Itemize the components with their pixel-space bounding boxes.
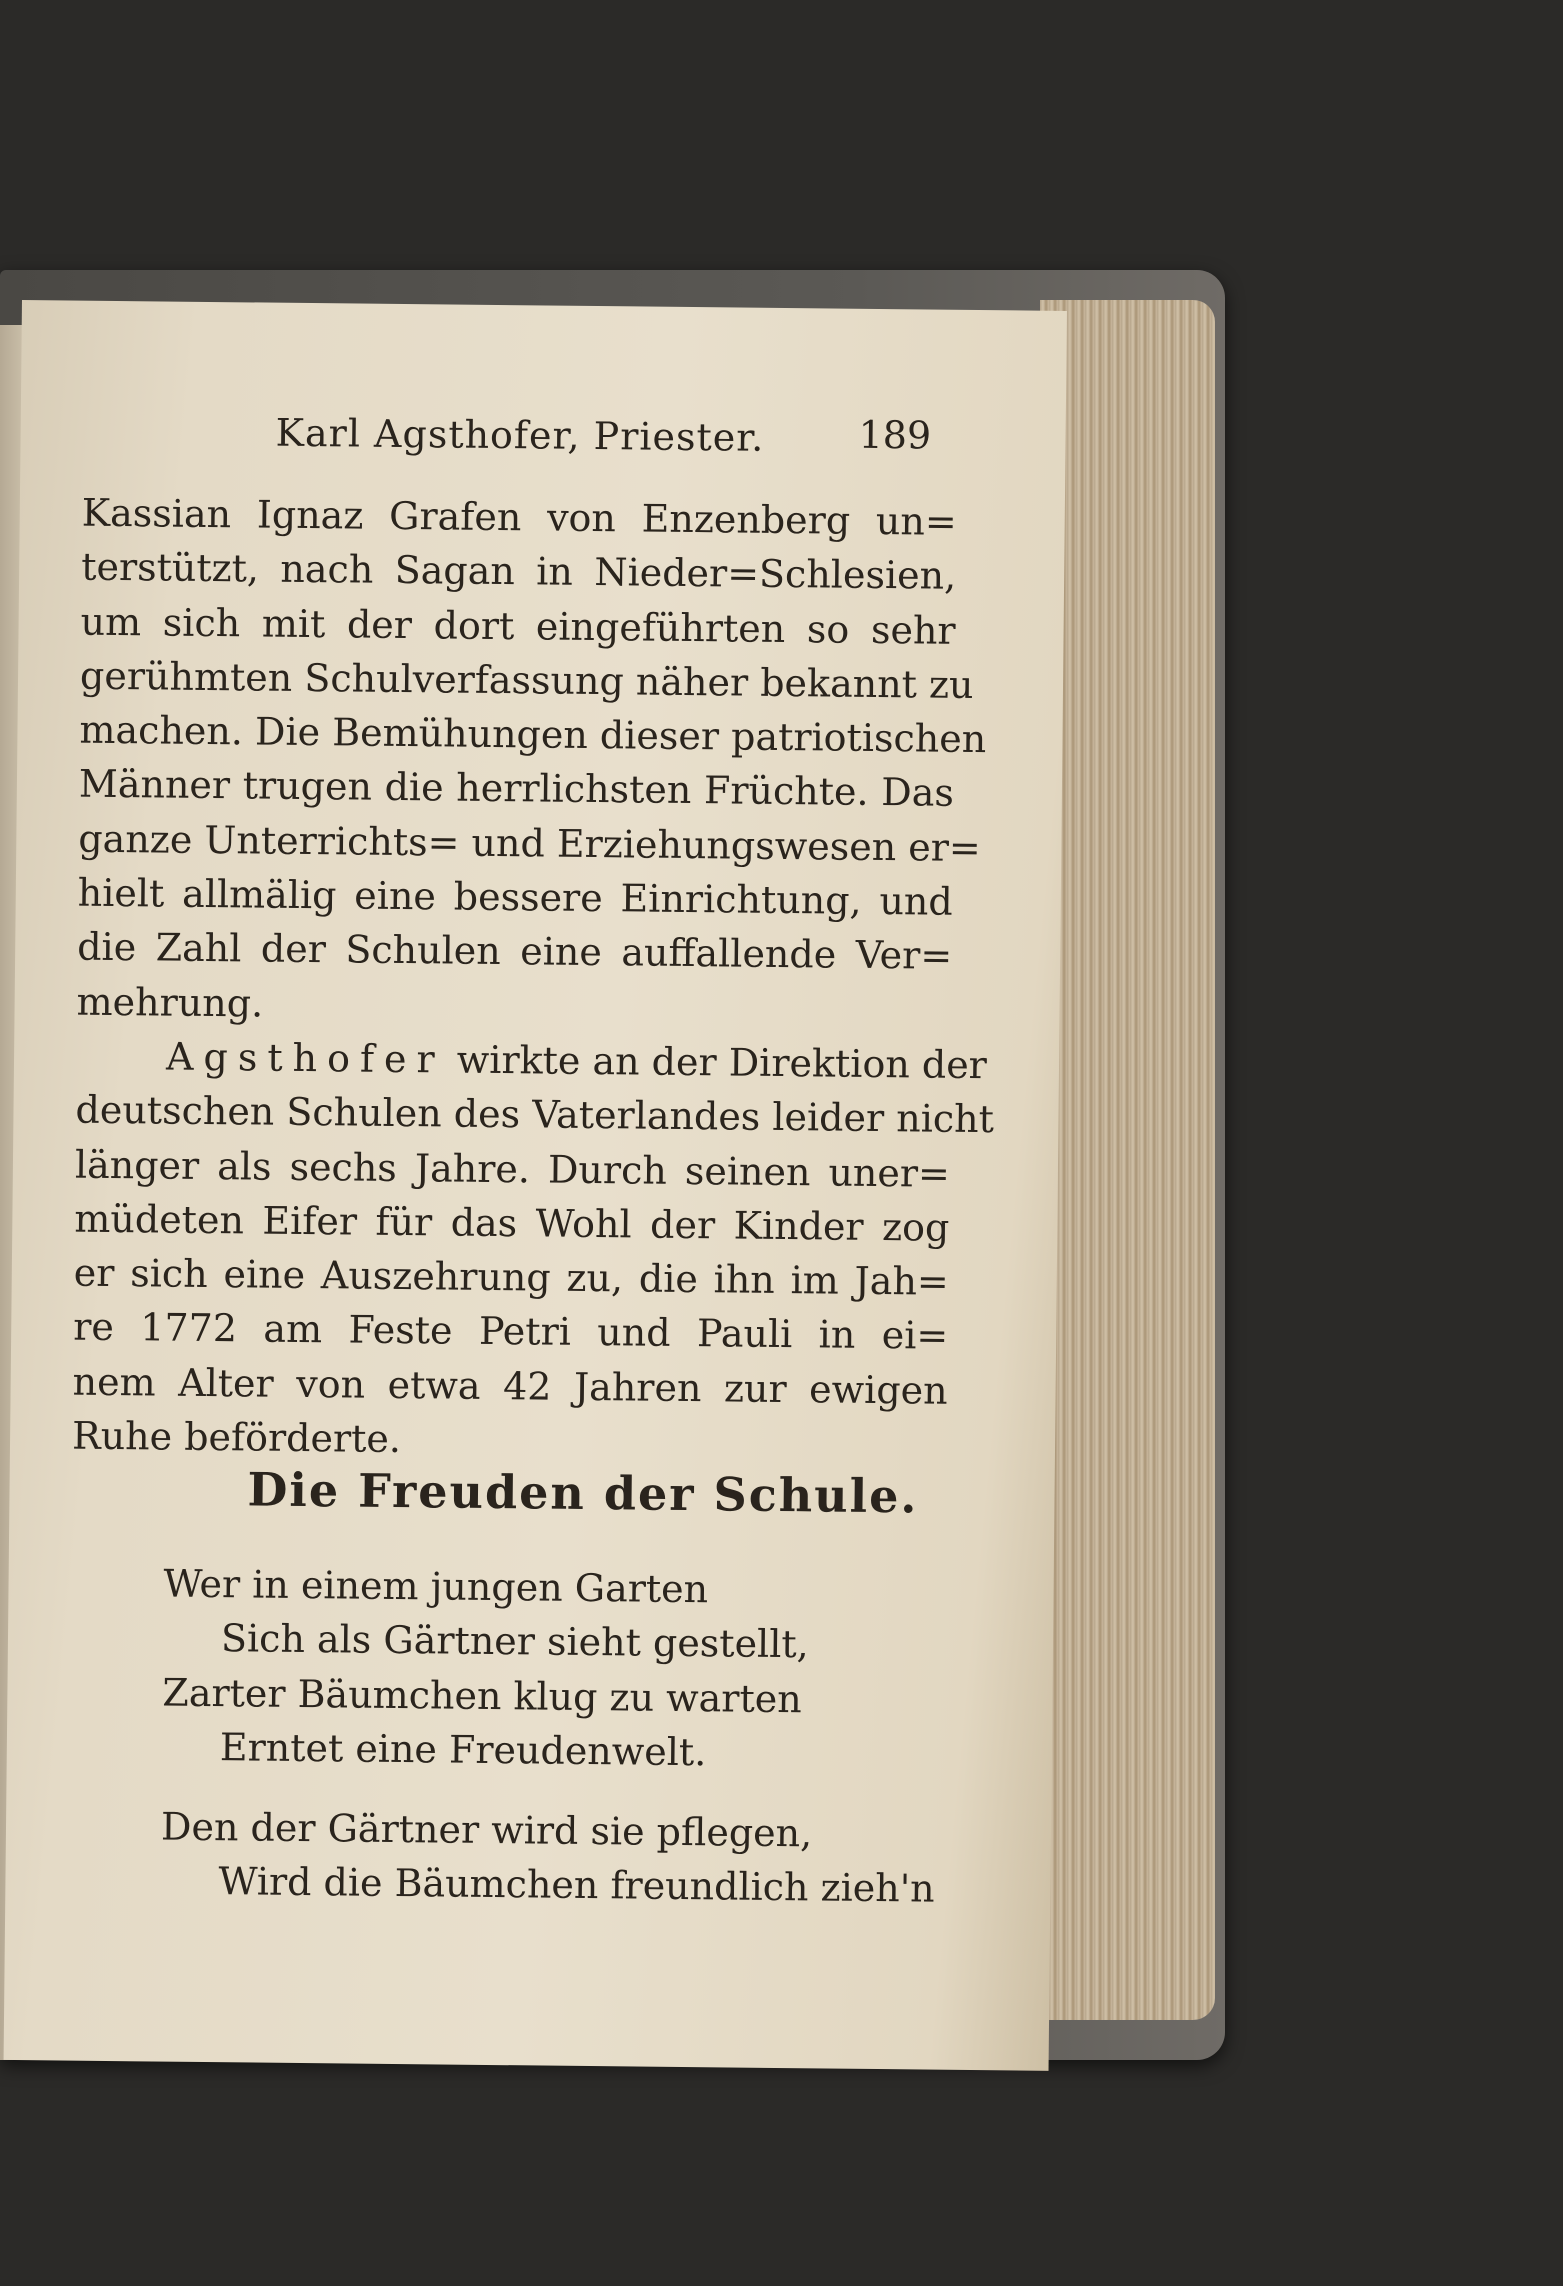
text-line: die Zahl der Schulen eine auffallende Ver= bbox=[76, 924, 953, 979]
stanza bbox=[162, 1557, 984, 1783]
text-line: ganze Unterrichts= und Erziehungswesen er= bbox=[78, 816, 981, 870]
text-line: re 1772 am Feste Petri und Pauli in ei= bbox=[73, 1305, 949, 1359]
verse-line: Erntet eine Freudenwelt. bbox=[219, 1725, 707, 1775]
verse-line: Wird die Bäumchen freundlich zieh'n bbox=[218, 1859, 935, 1912]
text-line: um sich mit der dort eingeführten so sehr bbox=[80, 599, 956, 653]
text-line: gerühmten Schulverfassung näher bekannt zu bbox=[79, 653, 974, 707]
text-line: mehrung. bbox=[76, 979, 264, 1026]
book-page bbox=[4, 300, 1067, 2071]
text-line: müdeten Eifer für das Wohl der Kinder zog bbox=[74, 1196, 950, 1250]
verse-line: Wer in einem jungen Garten bbox=[163, 1561, 709, 1612]
text-line: Ruhe beförderte. bbox=[71, 1413, 402, 1462]
text-line: deutschen Schulen des Vaterlandes leider nicht bbox=[75, 1087, 995, 1142]
verse-line: Zarter Bäumchen klug zu warten bbox=[162, 1670, 802, 1721]
text-line: machen. Die Bemühungen dieser patriotischen bbox=[79, 707, 987, 762]
running-head: Karl Agsthofer, Priester. bbox=[275, 410, 765, 460]
stanza bbox=[160, 1800, 981, 1917]
text-line: länger als sechs Jahre. Durch seinen uner= bbox=[74, 1142, 951, 1196]
text-line: terstützt, nach Sagan in Nieder=Schlesien, bbox=[80, 544, 957, 599]
text-line: er sich eine Auszehrung zu, die ihn im Jah= bbox=[73, 1250, 949, 1304]
poem bbox=[160, 1557, 984, 1943]
verse-line: Den der Gärtner wird sie pflegen, bbox=[160, 1804, 813, 1856]
text-line: nem Alter von etwa 42 Jahren zur ewigen bbox=[72, 1359, 948, 1413]
paragraph-first-line bbox=[76, 1029, 988, 1092]
text-line: Männer trugen die herrlichsten Früchte. Das bbox=[78, 762, 955, 816]
text-line: hielt allmälig eine bessere Einrichtung, und bbox=[77, 870, 953, 924]
page-number: 189 bbox=[858, 412, 932, 458]
body-text bbox=[71, 486, 995, 1472]
text-line: Kassian Ignaz Grafen von Enzenberg un= bbox=[81, 490, 957, 544]
text-span: wirkte an der Direktion der bbox=[456, 1037, 988, 1088]
emphasized-name: Agsthofer bbox=[165, 1034, 445, 1082]
poem-title: Die Freuden der Schule. bbox=[247, 1462, 919, 1524]
page-edges bbox=[1040, 300, 1215, 2020]
verse-line: Sich als Gärtner sieht gestellt, bbox=[220, 1616, 809, 1667]
